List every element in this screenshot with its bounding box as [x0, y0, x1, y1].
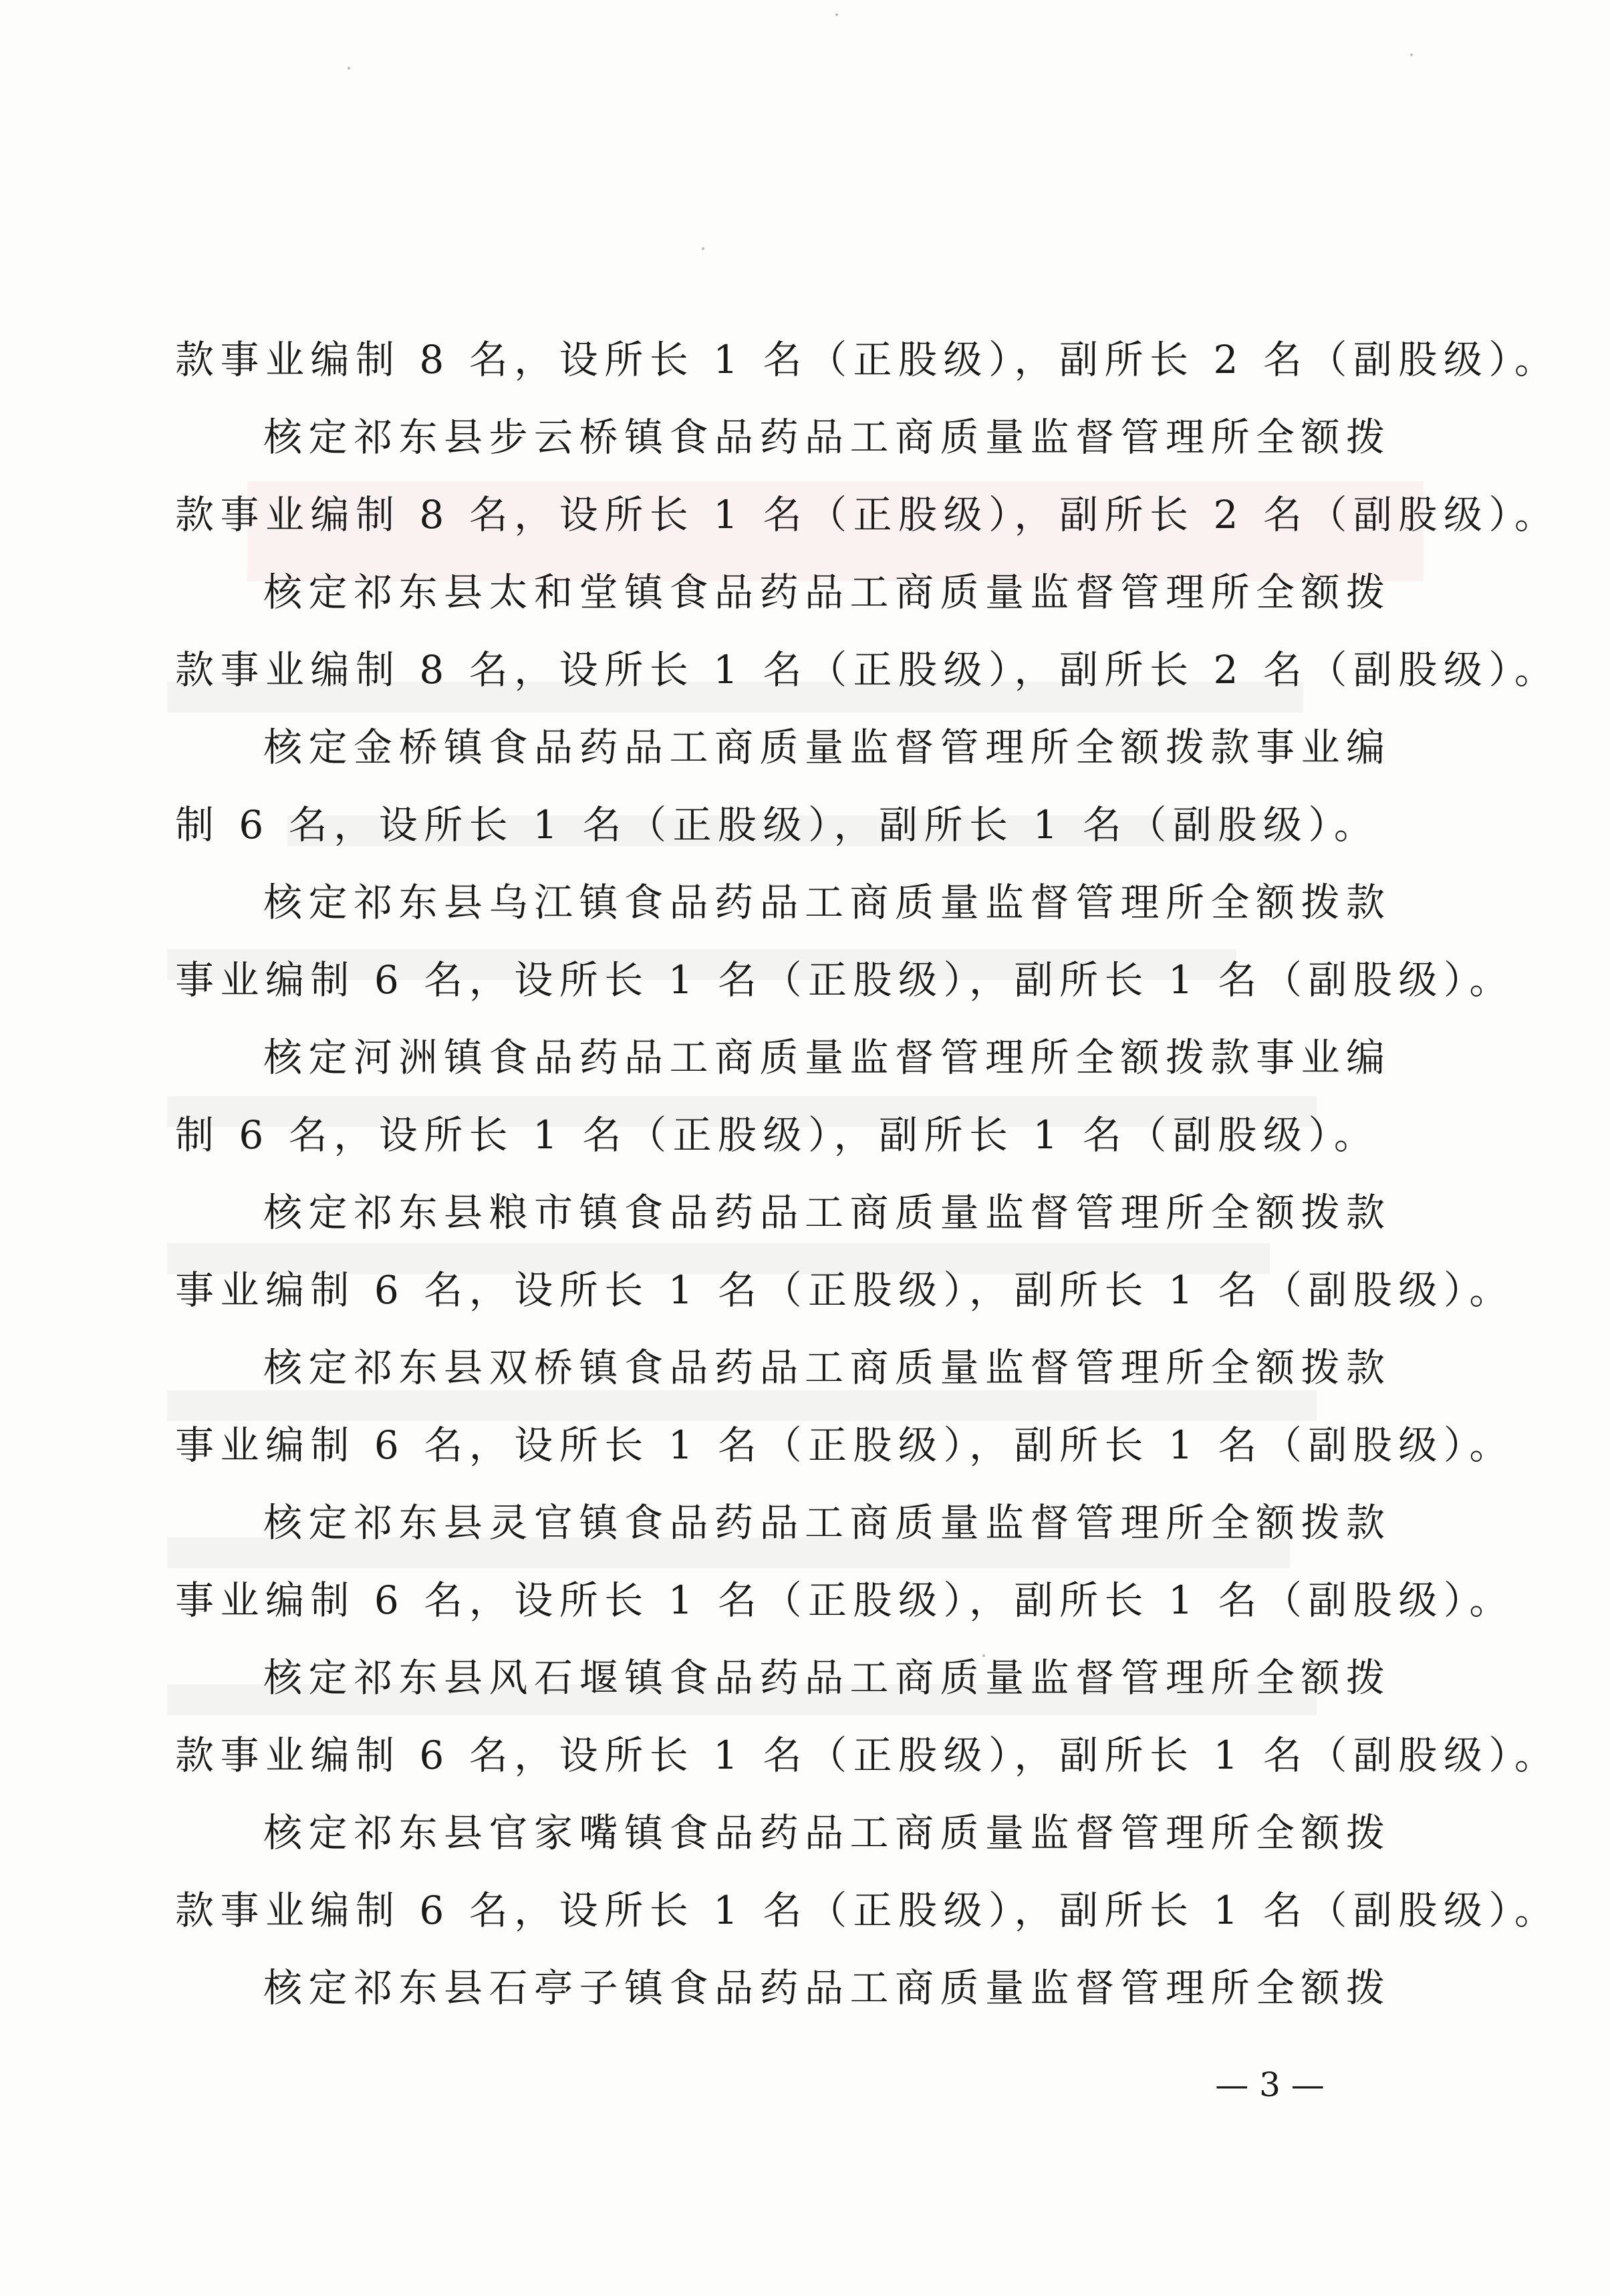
text-line: 核定祁东县步云桥镇食品药品工商质量监督管理所全额拨: [263, 414, 1391, 460]
text-line: 事业编制 6 名，设所长 1 名（正股级），副所长 1 名（副股级）。: [175, 1422, 1514, 1468]
text-line: 核定金桥镇食品药品工商质量监督管理所全额拨款事业编: [263, 725, 1391, 770]
text-line: 核定祁东县官家嘴镇食品药品工商质量监督管理所全额拨: [263, 1810, 1391, 1856]
text-line: 款事业编制 8 名，设所长 1 名（正股级），副所长 2 名（副股级）。: [175, 337, 1560, 382]
page-number: — 3 —: [1215, 2065, 1325, 2104]
scan-speck: [702, 247, 704, 250]
text-line: 核定河洲镇食品药品工商质量监督管理所全额拨款事业编: [263, 1035, 1391, 1080]
text-line: 款事业编制 8 名，设所长 1 名（正股级），副所长 2 名（副股级）。: [175, 492, 1560, 537]
text-line: 事业编制 6 名，设所长 1 名（正股级），副所长 1 名（副股级）。: [175, 1267, 1514, 1313]
text-line: 核定祁东县石亭子镇食品药品工商质量监督管理所全额拨: [263, 1965, 1391, 2011]
scan-speck: [348, 67, 350, 70]
scan-speck: [1410, 53, 1413, 56]
text-line: 制 6 名，设所长 1 名（正股级），副所长 1 名（副股级）。: [175, 1112, 1379, 1158]
text-line: 款事业编制 6 名，设所长 1 名（正股级），副所长 1 名（副股级）。: [175, 1733, 1560, 1778]
text-line: 核定祁东县太和堂镇食品药品工商质量监督管理所全额拨: [263, 569, 1391, 615]
text-line: 款事业编制 8 名，设所长 1 名（正股级），副所长 2 名（副股级）。: [175, 647, 1560, 692]
text-line: 核定祁东县灵官镇食品药品工商质量监督管理所全额拨款: [263, 1500, 1391, 1545]
text-line: 款事业编制 6 名，设所长 1 名（正股级），副所长 1 名（副股级）。: [175, 1888, 1560, 1933]
text-line: 核定祁东县风石堰镇食品药品工商质量监督管理所全额拨: [263, 1655, 1391, 1700]
text-line: 核定祁东县乌江镇食品药品工商质量监督管理所全额拨款: [263, 880, 1391, 925]
text-line: 制 6 名，设所长 1 名（正股级），副所长 1 名（副股级）。: [175, 802, 1379, 848]
text-line: 核定祁东县双桥镇食品药品工商质量监督管理所全额拨款: [263, 1345, 1391, 1390]
text-line: 事业编制 6 名，设所长 1 名（正股级），副所长 1 名（副股级）。: [175, 957, 1514, 1003]
scan-speck: [835, 13, 838, 16]
body-text: [175, 321, 1560, 2027]
text-line: 事业编制 6 名，设所长 1 名（正股级），副所长 1 名（副股级）。: [175, 1577, 1514, 1623]
text-line: 核定祁东县粮市镇食品药品工商质量监督管理所全额拨款: [263, 1190, 1391, 1235]
